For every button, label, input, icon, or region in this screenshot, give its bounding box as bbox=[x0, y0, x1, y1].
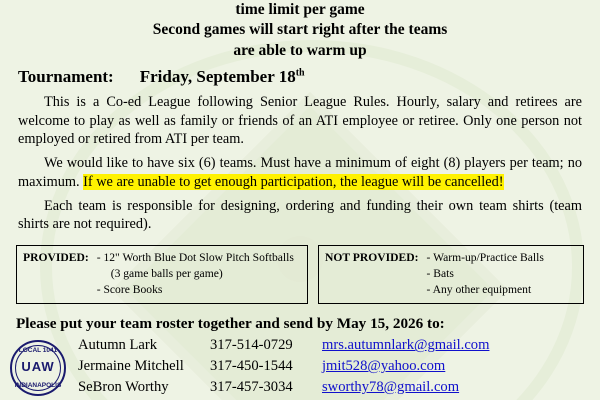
contact-row bbox=[78, 377, 588, 398]
provided-box bbox=[16, 245, 308, 304]
contact-list bbox=[12, 335, 588, 397]
paragraph-team-shirts: Each team is responsible for designing, ordering and funding their own team shirts (team shirts are not required). bbox=[18, 197, 582, 233]
contact-row bbox=[78, 356, 588, 377]
contact-phone: 317-457-3034 bbox=[210, 378, 293, 395]
contact-email[interactable]: sworthy78@gmail.com bbox=[322, 378, 460, 395]
not-provided-item-1: - Warm-up/Practice Balls bbox=[426, 251, 544, 265]
logo-bottom-text: INDIANAPOLIS bbox=[14, 382, 62, 389]
logo-center-text: UAW bbox=[21, 359, 55, 374]
paragraph-league-rules: This is a Co-ed League following Senior League Rules. Hourly, salary and retirees are welcome to play as well as family or friends of an ATI employee or retiree. Only one person not employed or retired from ATI per team. bbox=[18, 94, 582, 147]
roster-instruction: Please put your team roster together and send by May 15, 2026 to: bbox=[16, 315, 445, 333]
provided-box-title: PROVIDED: bbox=[23, 251, 89, 265]
contact-phone: 317-514-0729 bbox=[210, 337, 293, 354]
not-provided-box-list bbox=[427, 250, 544, 298]
contact-row bbox=[78, 335, 588, 356]
not-provided-item-3: - Any other equipment bbox=[426, 283, 532, 297]
tournament-label: Tournament: bbox=[18, 67, 114, 87]
provided-item-3: - Score Books bbox=[96, 283, 163, 297]
provided-item-2: (3 game balls per game) bbox=[110, 267, 223, 281]
not-provided-box-title: NOT PROVIDED: bbox=[325, 251, 419, 265]
tournament-date bbox=[140, 67, 305, 87]
paragraph-participation bbox=[12, 154, 588, 191]
uaw-local-logo bbox=[10, 340, 66, 396]
logo-top-text: LOCAL 1041 bbox=[18, 347, 58, 354]
equipment-boxes bbox=[12, 245, 588, 304]
tournament-row bbox=[12, 67, 588, 87]
headline-block bbox=[12, 0, 588, 61]
contact-name: Autumn Lark bbox=[78, 337, 158, 354]
not-provided-item-2: - Bats bbox=[426, 267, 454, 281]
tournament-date-text: Friday, September 18 bbox=[139, 67, 296, 87]
contact-name: SeBron Worthy bbox=[78, 378, 169, 395]
provided-box-list bbox=[97, 250, 294, 298]
headline-line-3: are able to warm up bbox=[233, 41, 367, 59]
contact-name: Jermaine Mitchell bbox=[78, 358, 184, 375]
contact-email[interactable]: mrs.autumnlark@gmail.com bbox=[322, 337, 490, 354]
headline-line-2: Second games will start right after the teams bbox=[152, 21, 448, 39]
tournament-date-suffix: th bbox=[295, 67, 305, 79]
contact-phone: 317-450-1544 bbox=[210, 358, 293, 375]
participation-text: We would like to have six (6) teams. Must have a minimum of eight (8) players per team; no maximum. bbox=[18, 155, 582, 190]
participation-highlight: If we are unable to get enough participation, the league will be cancelled! bbox=[83, 173, 504, 190]
provided-item-1: - 12" Worth Blue Dot Slow Pitch Softballs bbox=[96, 251, 294, 265]
contact-email[interactable]: jmit528@yahoo.com bbox=[322, 358, 446, 375]
headline-line-1: time limit per game bbox=[235, 1, 365, 18]
not-provided-box bbox=[318, 245, 584, 304]
